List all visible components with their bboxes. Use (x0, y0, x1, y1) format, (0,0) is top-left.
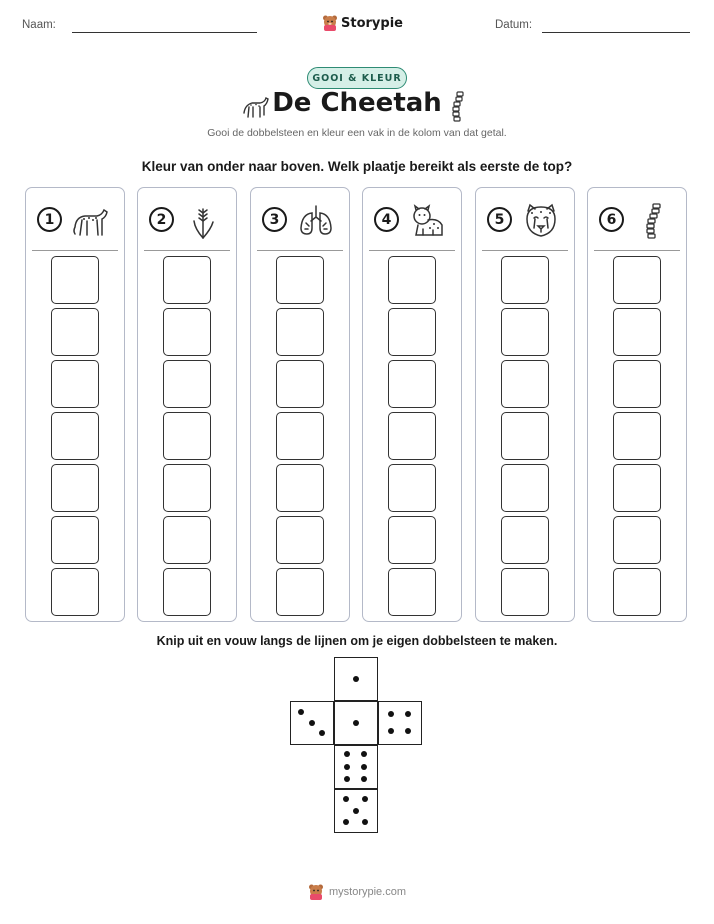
color-box[interactable] (276, 360, 324, 408)
dice-pip (353, 808, 359, 814)
color-box[interactable] (501, 516, 549, 564)
color-box[interactable] (51, 568, 99, 616)
color-box[interactable] (501, 412, 549, 460)
grass-icon (183, 201, 223, 241)
column-3 (250, 187, 350, 622)
column-1 (25, 187, 125, 622)
color-box[interactable] (163, 360, 211, 408)
name-label: Naam: (22, 19, 56, 31)
color-box[interactable] (51, 412, 99, 460)
dice-pip (344, 776, 350, 782)
column-divider (32, 250, 118, 251)
color-box[interactable] (163, 464, 211, 512)
dice-pip (353, 676, 359, 682)
color-box[interactable] (388, 308, 436, 356)
color-box[interactable] (276, 412, 324, 460)
date-line (542, 32, 690, 33)
color-box[interactable] (613, 516, 661, 564)
subtitle: Gooi de dobbelsteen en kleur een vak in de kolom van dat getal. (207, 127, 507, 139)
dice-face-1 (334, 701, 378, 745)
bear-logo-icon (308, 883, 324, 901)
color-box[interactable] (388, 412, 436, 460)
color-box[interactable] (501, 568, 549, 616)
dice-pip (361, 776, 367, 782)
dice-face-4 (378, 701, 422, 745)
column-number: 5 (487, 207, 512, 232)
color-box[interactable] (276, 256, 324, 304)
bear-logo-icon (322, 14, 338, 32)
brand-logo (322, 12, 403, 34)
dice-pip (298, 709, 304, 715)
dice-face-5 (334, 789, 378, 833)
color-box[interactable] (501, 360, 549, 408)
column-divider (594, 250, 680, 251)
column-number: 4 (374, 207, 399, 232)
color-box[interactable] (613, 568, 661, 616)
color-box[interactable] (276, 464, 324, 512)
dice-pip (388, 728, 394, 734)
dice-pip (309, 720, 315, 726)
color-box[interactable] (163, 256, 211, 304)
color-box[interactable] (501, 256, 549, 304)
column-4 (362, 187, 462, 622)
color-box[interactable] (51, 516, 99, 564)
dice-pip (362, 796, 368, 802)
color-box[interactable] (51, 256, 99, 304)
color-box[interactable] (613, 256, 661, 304)
column-divider (482, 250, 568, 251)
column-number: 1 (37, 207, 62, 232)
dice-pip (319, 730, 325, 736)
dice-pip (362, 819, 368, 825)
name-line (72, 32, 257, 33)
question: Kleur van onder naar boven. Welk plaatje bereikt als eerste de top? (141, 159, 573, 174)
color-box[interactable] (388, 360, 436, 408)
dice-pip (353, 720, 359, 726)
column-6 (587, 187, 687, 622)
color-box[interactable] (51, 464, 99, 512)
color-box[interactable] (276, 516, 324, 564)
color-box[interactable] (163, 412, 211, 460)
dice-pip (343, 819, 349, 825)
dice-pip (344, 751, 350, 757)
cheetah-cub-icon (408, 201, 448, 241)
cheetah-icon (71, 201, 111, 241)
color-box[interactable] (501, 308, 549, 356)
dice-face-1 (334, 657, 378, 701)
footer (308, 883, 406, 901)
column-2 (137, 187, 237, 622)
color-box[interactable] (501, 464, 549, 512)
color-box[interactable] (51, 360, 99, 408)
dice-pip (343, 796, 349, 802)
cheetah-face-icon (521, 201, 561, 241)
column-divider (144, 250, 230, 251)
lungs-icon (296, 201, 336, 241)
dice-face-6 (334, 745, 378, 789)
color-box[interactable] (613, 412, 661, 460)
color-box[interactable] (163, 516, 211, 564)
dice-face-3 (290, 701, 334, 745)
column-5 (475, 187, 575, 622)
color-box[interactable] (388, 256, 436, 304)
dice-pip (361, 751, 367, 757)
activity-badge: GOOI & KLEUR (307, 67, 407, 89)
page-title: De Cheetah (272, 88, 442, 118)
column-divider (257, 250, 343, 251)
color-box[interactable] (388, 464, 436, 512)
footer-url: mystorypie.com (329, 886, 407, 898)
dice-pip (388, 711, 394, 717)
column-number: 3 (262, 207, 287, 232)
column-number: 6 (599, 207, 624, 232)
brand-name: Storypie (341, 15, 403, 31)
color-box[interactable] (163, 568, 211, 616)
color-box[interactable] (276, 568, 324, 616)
dice-pip (405, 728, 411, 734)
color-box[interactable] (51, 308, 99, 356)
color-box[interactable] (388, 516, 436, 564)
spine-title-icon (448, 91, 466, 123)
dice-pip (361, 764, 367, 770)
column-divider (369, 250, 455, 251)
color-box[interactable] (613, 464, 661, 512)
color-box[interactable] (613, 360, 661, 408)
dice-instruction: Knip uit en vouw langs de lijnen om je eigen dobbelsteen te maken. (156, 634, 558, 648)
color-box[interactable] (388, 568, 436, 616)
date-label: Datum: (495, 19, 533, 31)
dice-pip (405, 711, 411, 717)
color-box[interactable] (163, 308, 211, 356)
color-box[interactable] (613, 308, 661, 356)
dice-pip (344, 764, 350, 770)
column-number: 2 (149, 207, 174, 232)
spine-icon (633, 201, 673, 241)
color-box[interactable] (276, 308, 324, 356)
